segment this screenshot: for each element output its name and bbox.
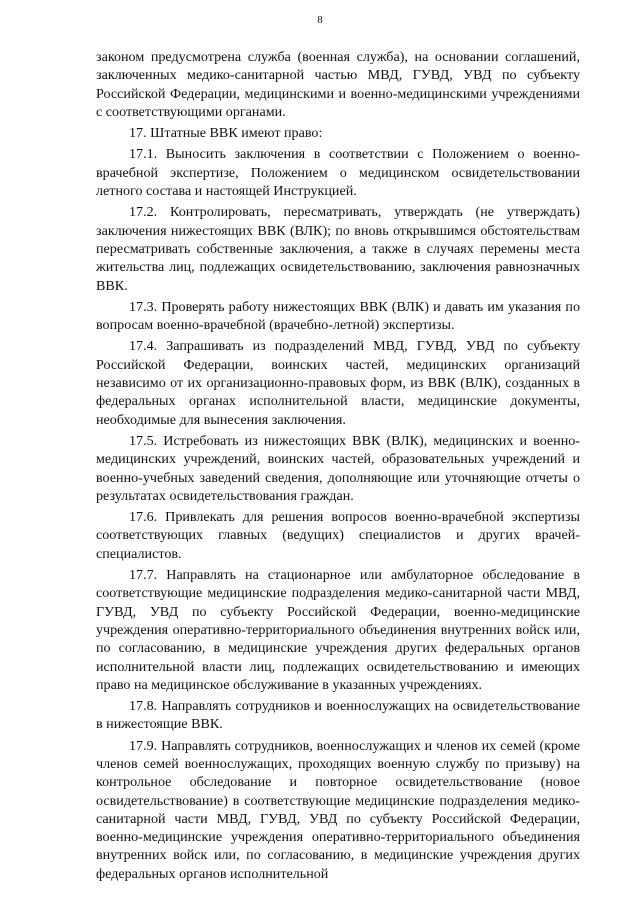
page-number: 8 xyxy=(317,14,323,26)
paragraph-intro: законом предусмотрена служба (военная служба), на основании соглашений, заключенных медико-санитарной частью МВД, ГУВД, УВД по субъекту Российской Федерации, медицинскими и военно-медицинскими учреждениями с соответствующими органами. xyxy=(96,49,580,120)
paragraph-17-4: 17.4. Запрашивать из подразделений МВД, ГУВД, УВД по субъекту Российской Федерации, воинских частей, медицинских организаций независимо от их организационно-правовых форм, из ВВК (ВЛК), созданных в федеральных органах исполнительной власти, медицинские документы, необходимые для вынесения заключения. xyxy=(96,338,580,428)
paragraph-17-8: 17.8. Направлять сотрудников и военнослужащих на освидетельствование в нижестоящие ВВК. xyxy=(96,698,580,733)
paragraph-17-6: 17.6. Привлекать для решения вопросов военно-врачебной экспертизы соответствующих главных (ведущих) специалистов и других врачей-специалистов. xyxy=(96,509,580,562)
paragraph-17-1: 17.1. Выносить заключения в соответствии с Положением о военно-врачебной экспертизе, Положением о медицинском освидетельствовании летного состава и настоящей Инструкцией. xyxy=(96,146,580,200)
paragraph-17-2: 17.2. Контролировать, пересматривать, утверждать (не утверждать) заключения нижестоящих ВВК (ВЛК); по вновь открывшимся обстоятельствам пересматривать собственные заключения, а также в случаях перемены места жительства лиц, подлежащих освидетельствованию, заключения равнозначных ВВК. xyxy=(96,204,580,294)
paragraph-17-3: 17.3. Проверять работу нижестоящих ВВК (ВЛК) и давать им указания по вопросам военно-врачебной (врачебно-летной) экспертизы. xyxy=(96,298,580,334)
paragraph-17: 17. Штатные ВВК имеют право: xyxy=(129,125,323,142)
paragraph-17-5: 17.5. Истребовать из нижестоящих ВВК (ВЛК), медицинских и военно-медицинских учреждений, воинских частей, образовательных учреждений и военно-учебных заведений сведения, дополняющие или уточняющие отчеты о результатах освидетельствования граждан. xyxy=(96,432,580,504)
paragraph-17-9: 17.9. Направлять сотрудников, военнослужащих и членов их семей (кроме членов семей военнослужащих, проходящих военную службу по призыву) на контрольное обследование и повторное освидетельствование (новое освидетельствование) в соответствующие медицинские подразделения медико-санитарной части МВД, ГУВД, УВД по субъекту Российской Федерации, военно-медицинские учреждения оперативно-территориального объединения внутренних войск или, по согласованию, в медицинские учреждения других федеральных органов исполнительной xyxy=(96,737,580,882)
document-body xyxy=(96,48,580,886)
paragraph-17-7: 17.7. Направлять на стационарное или амбулаторное обследование в соответствующие медицинские подразделения медико-санитарной части МВД, ГУВД, УВД по субъекту Российской Федерации, военно-медицинские учреждения оперативно-территориального объединения внутренних войск или, по согласованию, в медицинские учреждения других федеральных органов исполнительной власти лиц, подлежащих освидетельствованию и имеющих право на медицинское обслуживание в указанных учреждениях. xyxy=(96,567,580,693)
